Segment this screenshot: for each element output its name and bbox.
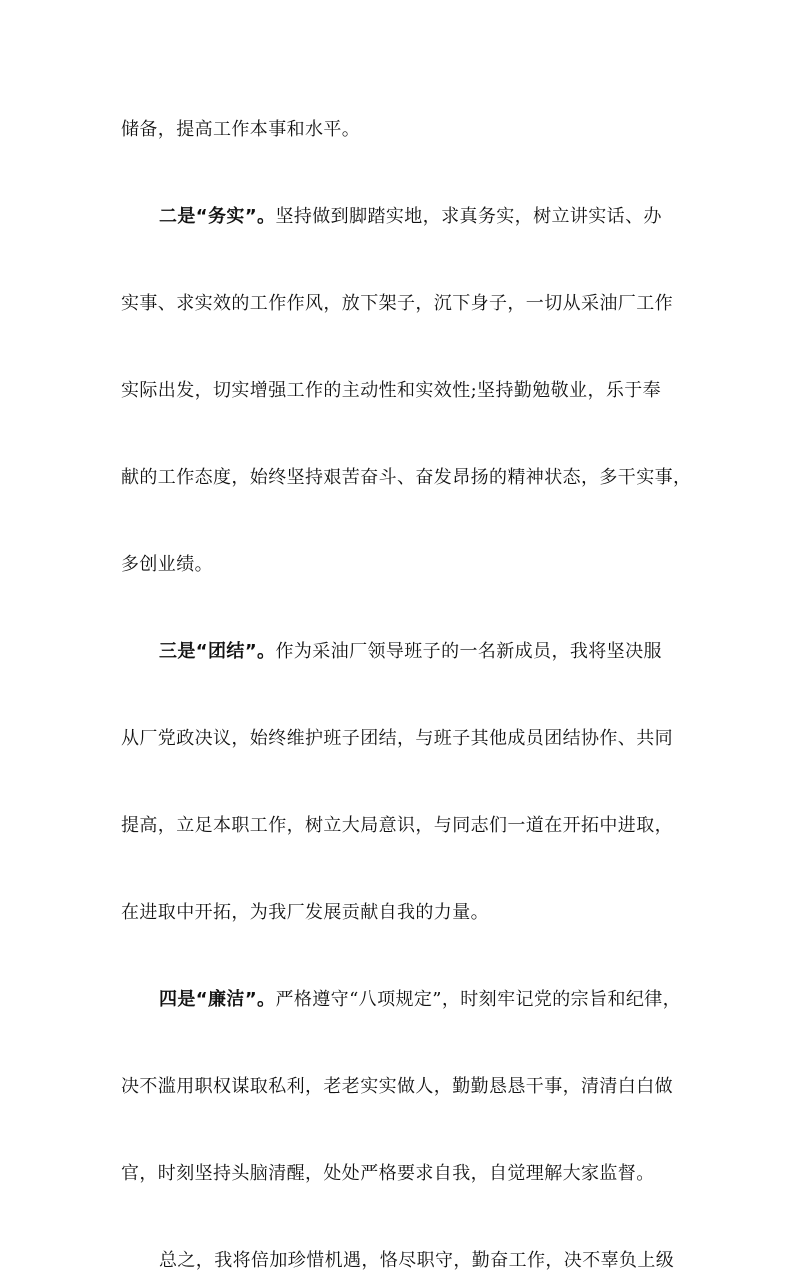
text-run: 坚持做到脚踏实地，求真务实，树立讲实话、办 [275, 206, 662, 227]
line-spacer [121, 413, 681, 457]
text-line: 多创业绩。 [121, 554, 213, 575]
text-line: 献的工作态度，始终坚持艰苦奋斗、奋发昂扬的精神状态，多干实事， [121, 467, 692, 488]
paragraph-heading: 三是“团结”。 [159, 641, 276, 662]
text-line: 从厂党政决议，始终维护班子团结，与班子其他成员团结协作、共同 [121, 728, 673, 749]
line-spacer [121, 848, 681, 892]
text-line: 实际出发，切实增强工作的主动性和实效性;坚持勤勉敬业，乐于奉 [121, 380, 662, 401]
text-line [121, 978, 681, 1022]
text-line: 提高，立足本职工作，树立大局意识，与同志们一道在开拓中进取， [121, 815, 673, 836]
text-line: 决不滥用职权谋取私利，老老实实做人，勤勤恳恳干事，清清白白做 [121, 1076, 673, 1097]
paragraph-unity [121, 630, 681, 935]
line-spacer [121, 761, 681, 805]
line-spacer [121, 239, 681, 283]
document-body [121, 108, 692, 1283]
paragraph-spacer [121, 587, 681, 631]
paragraph-continuation [121, 108, 681, 152]
line-spacer [121, 1022, 681, 1066]
line-spacer [121, 326, 681, 370]
text-line: 实事、求实效的工作作风，放下架子，沉下身子，一切从采油厂工作 [121, 293, 673, 314]
paragraph-conclusion [121, 1239, 681, 1283]
text-line [121, 195, 681, 239]
line-spacer [121, 674, 681, 718]
line-spacer [121, 500, 681, 544]
text-line [121, 630, 681, 674]
text-line: 官，时刻坚持头脑清醒，处处严格要求自我，自觉理解大家监督。 [121, 1163, 655, 1184]
line-spacer [121, 1109, 681, 1153]
text-line: 储备，提高工作本事和水平。 [121, 119, 361, 140]
paragraph-integrity [121, 978, 681, 1196]
text-run: 作为采油厂领导班子的一名新成员，我将坚决服 [275, 641, 662, 662]
paragraph-heading: 二是“务实”。 [159, 206, 276, 227]
text-run: 严格遵守“八项规定”，时刻牢记党的宗旨和纪律， [275, 989, 682, 1010]
paragraph-spacer [121, 1196, 681, 1240]
text-line: 总之，我将倍加珍惜机遇，恪尽职守，勤奋工作，决不辜负上级 [159, 1250, 675, 1271]
paragraph-pragmatic [121, 195, 692, 587]
paragraph-heading: 四是“廉洁”。 [159, 989, 276, 1010]
paragraph-spacer [121, 935, 681, 979]
text-line: 在进取中开拓，为我厂发展贡献自我的力量。 [121, 902, 489, 923]
paragraph-spacer [121, 152, 681, 196]
